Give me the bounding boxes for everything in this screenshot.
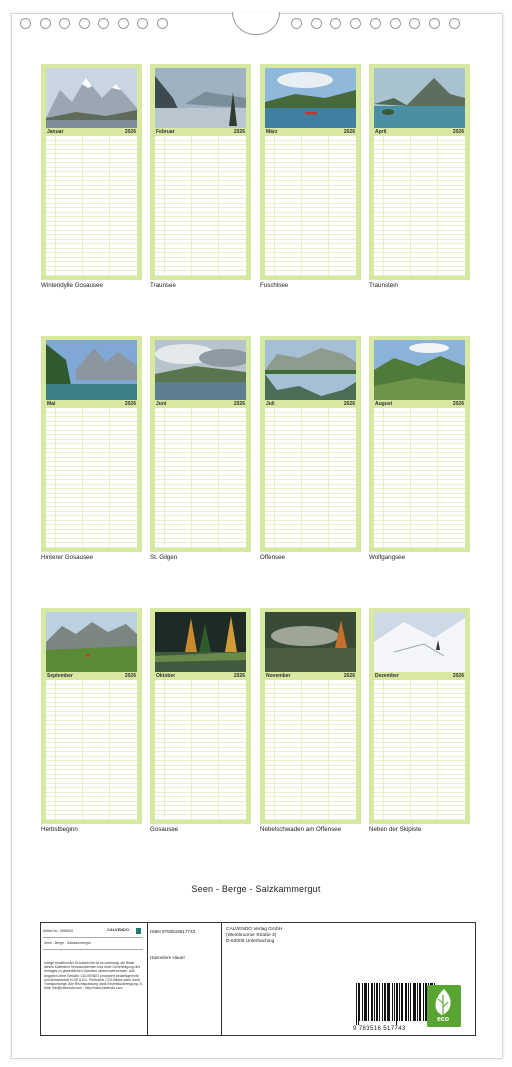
- barcode-bar: [385, 983, 386, 1021]
- barcode: [354, 983, 438, 1025]
- binding-hole: [118, 18, 129, 29]
- day-grid: [265, 408, 356, 548]
- binding-hole: [429, 18, 440, 29]
- photo-caption: Nebelschwaden am Offensee: [260, 826, 342, 833]
- day-grid: [46, 136, 137, 276]
- day-grid: [155, 136, 246, 276]
- brand-logo-mark: [136, 928, 141, 934]
- author-name: Hannelore Hauer: [150, 955, 185, 960]
- landscape-photo: [46, 68, 137, 128]
- photo-caption: Offensee: [260, 554, 285, 561]
- binding-hole: [20, 18, 31, 29]
- day-grid: [374, 136, 465, 276]
- barcode-bar: [406, 983, 407, 1021]
- month-year: 2026: [452, 129, 464, 135]
- barcode-bar: [365, 983, 366, 1021]
- barcode-bar: [356, 983, 357, 1025]
- month-name: Januar: [47, 129, 64, 135]
- photo-caption: Hinterer Gosausee: [41, 554, 93, 561]
- barcode-bar: [374, 983, 375, 1021]
- month-header: [46, 672, 137, 680]
- barcode-bar: [376, 983, 377, 1021]
- month-page-september: [41, 608, 142, 824]
- month-header: [46, 400, 137, 408]
- month-page-juli: [260, 336, 361, 552]
- day-grid: [265, 680, 356, 820]
- barcode-bar: [387, 983, 388, 1021]
- month-header: [374, 672, 465, 680]
- barcode-bar: [389, 983, 390, 1021]
- month-page-oktober: [150, 608, 251, 824]
- month-page-juni: [150, 336, 251, 552]
- barcode-bar: [377, 983, 378, 1021]
- barcode-bar: [408, 983, 409, 1021]
- barcode-bar: [419, 983, 420, 1021]
- barcode-bar: [415, 983, 416, 1021]
- barcode-bar: [423, 983, 424, 1021]
- binding-hole: [330, 18, 341, 29]
- month-page-januar: [41, 64, 142, 280]
- month-year: 2026: [124, 129, 136, 135]
- month-name: Februar: [156, 129, 175, 135]
- barcode-bar: [388, 983, 389, 1021]
- brand-logo: CALVENDO: [107, 927, 130, 932]
- barcode-bar: [366, 983, 367, 1021]
- binding-hole: [79, 18, 90, 29]
- month-name: Juni: [156, 401, 167, 407]
- month-name: August: [375, 401, 393, 407]
- footer-col-isbn: [147, 923, 222, 1035]
- barcode-bar: [364, 983, 365, 1021]
- footer-col-article: [41, 923, 148, 1035]
- barcode-bar: [394, 983, 395, 1021]
- barcode-bar: [410, 983, 411, 1021]
- landscape-photo: [155, 340, 246, 400]
- month-page-mai: [41, 336, 142, 552]
- photo-caption: Herbstbeginn: [41, 826, 78, 833]
- barcode-bar: [372, 983, 373, 1021]
- calendar-title: Seen - Berge - Salzkammergut: [191, 884, 321, 894]
- month-name: Mai: [47, 401, 56, 407]
- month-page-november: [260, 608, 361, 824]
- barcode-bar: [414, 983, 415, 1021]
- barcode-bar: [401, 983, 402, 1021]
- month-header: [374, 128, 465, 136]
- landscape-photo: [46, 612, 137, 672]
- binding-hole: [350, 18, 361, 29]
- landscape-photo: [374, 340, 465, 400]
- month-name: April: [375, 129, 387, 135]
- landscape-photo: [374, 612, 465, 672]
- day-grid: [374, 408, 465, 548]
- month-year: 2026: [343, 673, 355, 679]
- barcode-bar: [417, 983, 418, 1021]
- month-header: [265, 128, 356, 136]
- month-name: September: [47, 673, 73, 679]
- legal-notice: Infolge bestehender Schutzrechte ist es untersagt, die Bilder dieses Kalenders herauszutrennen und ohne Genehmigung des Verlages zu gewerblichen Zwecken weiterzuverwenden. Alle Angaben ohne Gewähr. CALVENDO produziert bedarfsgerecht und klimaneutral in DE & EU. Preisneutr CO2-Bilanz dank durch Transportwege. Alle Rechtspassung dank Einzelstückfertigung. E-Mail: info@calvendo.com · http://www.calvendo.com: [44, 961, 144, 991]
- binding-hole: [291, 18, 302, 29]
- barcode-bar: [425, 983, 426, 1021]
- barcode-bar: [371, 983, 372, 1021]
- barcode-bar: [362, 983, 363, 1021]
- landscape-photo: [374, 68, 465, 128]
- month-year: 2026: [233, 673, 245, 679]
- photo-caption: Winteridylle Gosausee: [41, 282, 103, 289]
- photo-caption: St. Gilgen: [150, 554, 178, 561]
- landscape-photo: [265, 68, 356, 128]
- month-page-februar: [150, 64, 251, 280]
- month-name: November: [266, 673, 291, 679]
- barcode-bar: [382, 983, 383, 1021]
- month-name: Juli: [266, 401, 275, 407]
- month-header: [265, 672, 356, 680]
- binding-hole: [59, 18, 70, 29]
- month-page-märz: [260, 64, 361, 280]
- month-name: Dezember: [375, 673, 399, 679]
- binding-hole: [40, 18, 51, 29]
- product-title: Seen - Berge - Salzkammergut: [44, 941, 91, 945]
- landscape-photo: [155, 68, 246, 128]
- month-name: März: [266, 129, 278, 135]
- footer-imprint: [40, 922, 476, 1036]
- barcode-bar: [397, 983, 398, 1021]
- month-header: [155, 672, 246, 680]
- barcode-bar: [413, 983, 414, 1021]
- barcode-bar: [359, 983, 360, 1021]
- month-header: [155, 128, 246, 136]
- barcode-bar: [399, 983, 400, 1021]
- photo-caption: Neben der Skipiste: [369, 826, 422, 833]
- month-year: 2026: [233, 129, 245, 135]
- binding-hole: [157, 18, 168, 29]
- day-grid: [155, 408, 246, 548]
- day-grid: [374, 680, 465, 820]
- binding-hole: [98, 18, 109, 29]
- binding-hole: [449, 18, 460, 29]
- barcode-bar: [396, 983, 397, 1025]
- eco-badge: [427, 985, 461, 1027]
- landscape-photo: [155, 612, 246, 672]
- photo-caption: Traunstein: [369, 282, 399, 289]
- month-header: [265, 400, 356, 408]
- day-grid: [46, 680, 137, 820]
- isbn-number: ISBN 9783516517743: [150, 929, 196, 934]
- landscape-photo: [46, 340, 137, 400]
- month-year: 2026: [233, 401, 245, 407]
- month-header: [374, 400, 465, 408]
- landscape-photo: [265, 340, 356, 400]
- month-header: [155, 400, 246, 408]
- publisher-address: CALVENDO Verlag GmbH (Weinbrunner Straße 3) D-82008 Unterhaching: [226, 927, 283, 944]
- binding-hole: [390, 18, 401, 29]
- binding-hole: [370, 18, 381, 29]
- barcode-bar: [379, 983, 380, 1021]
- barcode-bar: [358, 983, 359, 1025]
- day-grid: [46, 408, 137, 548]
- article-number: Artikel-Nr.: 2596900: [43, 929, 73, 933]
- month-year: 2026: [343, 129, 355, 135]
- landscape-photo: [265, 612, 356, 672]
- month-page-august: [369, 336, 470, 552]
- month-year: 2026: [124, 401, 136, 407]
- photo-caption: Fuschlsee: [260, 282, 289, 289]
- barcode-bar: [368, 983, 369, 1021]
- month-page-april: [369, 64, 470, 280]
- month-header: [46, 128, 137, 136]
- day-grid: [155, 680, 246, 820]
- month-year: 2026: [452, 673, 464, 679]
- day-grid: [265, 136, 356, 276]
- binding-hole: [311, 18, 322, 29]
- photo-caption: Gosausee: [150, 826, 179, 833]
- month-page-dezember: [369, 608, 470, 824]
- barcode-bar: [402, 983, 403, 1021]
- month-year: 2026: [343, 401, 355, 407]
- binding-hole: [137, 18, 148, 29]
- photo-caption: Wolfgangsee: [369, 554, 406, 561]
- barcode-digits: 9 783516 517743: [353, 1026, 406, 1032]
- month-year: 2026: [124, 673, 136, 679]
- barcode-bar: [384, 983, 385, 1021]
- binding-hole: [409, 18, 420, 29]
- photo-caption: Traunsee: [150, 282, 176, 289]
- month-year: 2026: [452, 401, 464, 407]
- month-name: Oktober: [156, 673, 176, 679]
- eco-label: eco: [437, 1016, 450, 1023]
- barcode-bar: [420, 983, 421, 1021]
- barcode-bar: [392, 983, 393, 1021]
- barcode-bar: [405, 983, 406, 1021]
